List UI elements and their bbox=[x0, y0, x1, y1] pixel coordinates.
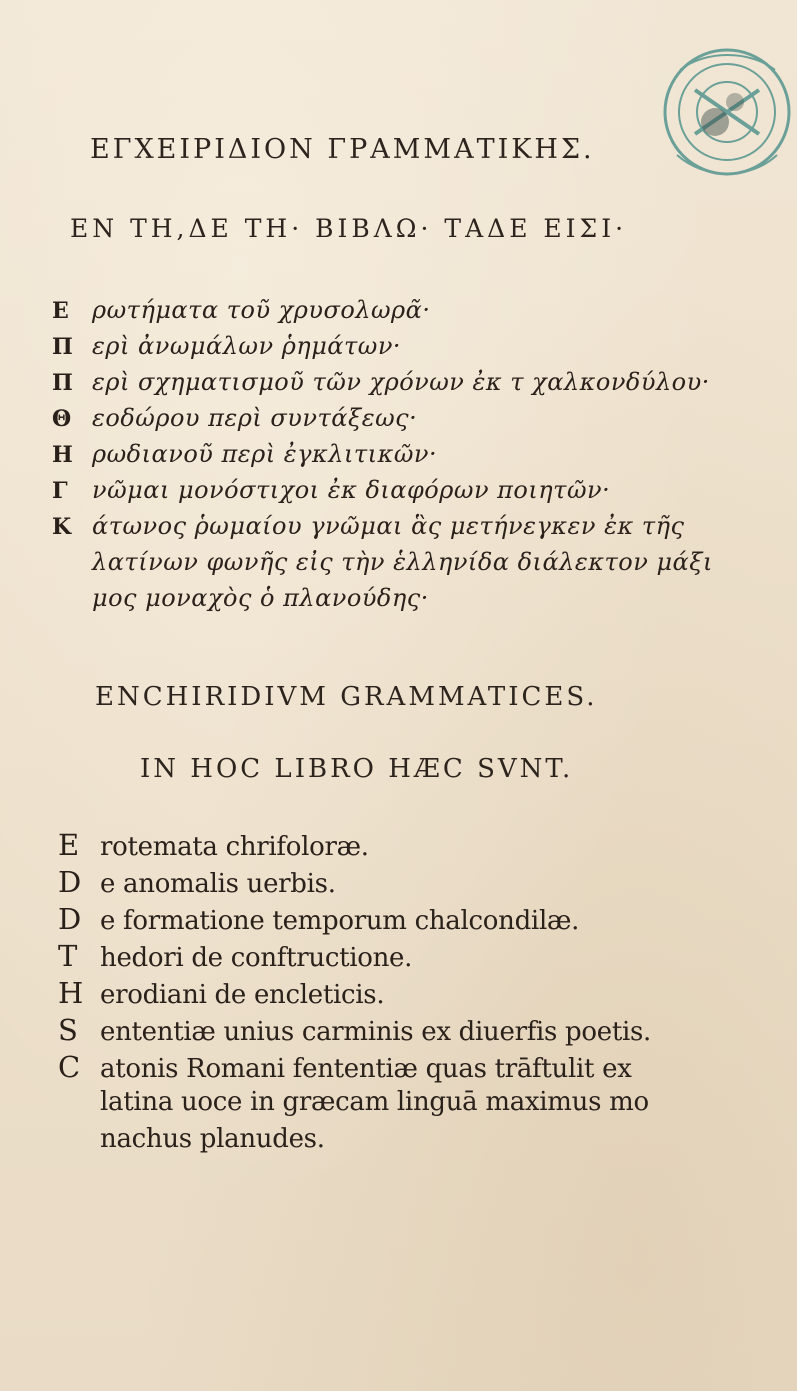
latin-contents-list bbox=[58, 828, 758, 1161]
item-text: hedori de conftructione. bbox=[100, 943, 413, 973]
item-text: νῶμαι μονόστιχοι ἐκ διαφόρων ποιητῶν· bbox=[92, 476, 611, 504]
list-item-continuation bbox=[58, 1124, 758, 1161]
list-item-continuation bbox=[58, 1087, 758, 1124]
item-initial: E bbox=[58, 828, 80, 862]
list-item bbox=[58, 865, 758, 902]
latin-contents-heading: IN HOC LIBRO HÆC SVNT. bbox=[140, 754, 574, 784]
item-initial: D bbox=[58, 902, 82, 936]
list-item bbox=[58, 939, 758, 976]
list-item bbox=[52, 476, 752, 512]
greek-title: ΕΓΧΕΙΡΙΔΙΟΝ ΓΡΑΜΜΑΤΙΚΗΣ. bbox=[90, 134, 595, 165]
greek-contents-heading: ΕΝ ΤΗ,ΔΕ ΤΗ· ΒΙΒΛΩ· ΤΑΔΕ ΕΙΣΙ· bbox=[70, 214, 628, 243]
item-text: ρωδιανοῦ περὶ ἐγκλιτικῶν· bbox=[92, 440, 438, 468]
item-initial: Π bbox=[52, 370, 73, 396]
item-initial: Γ bbox=[52, 478, 68, 504]
item-initial: Κ bbox=[52, 514, 72, 540]
item-text: λατίνων φωνῆς εἰς τὴν ἑλληνίδα διάλεκτον μάξι bbox=[92, 548, 713, 576]
item-text: latina uoce in græcam linguā maximus mo bbox=[100, 1087, 649, 1117]
item-text: μος μοναχὸς ὁ πλανούδης· bbox=[92, 584, 429, 612]
item-text: εοδώρου περὶ συντάξεως· bbox=[92, 404, 418, 432]
list-item bbox=[52, 440, 752, 476]
item-initial: S bbox=[58, 1013, 78, 1047]
list-item bbox=[52, 404, 752, 440]
list-item bbox=[58, 1013, 758, 1050]
list-item bbox=[52, 512, 752, 548]
greek-contents-list bbox=[52, 296, 752, 620]
item-text: ententiæ unius carminis ex diuerfis poetis. bbox=[100, 1017, 652, 1047]
item-text: nachus planudes. bbox=[100, 1124, 325, 1154]
item-text: ερὶ σχηματισμοῦ τῶν χρόνων ἐκ τ χαλκονδύλου· bbox=[92, 368, 710, 396]
item-text: ερὶ ἀνωμάλων ῥημάτων· bbox=[92, 332, 402, 360]
latin-title: ENCHIRIDIVM GRAMMATICES. bbox=[95, 682, 598, 712]
item-initial: C bbox=[58, 1050, 81, 1084]
list-item-continuation bbox=[52, 548, 752, 584]
item-initial: Η bbox=[52, 442, 73, 468]
item-text: e formatione temporum chalcondilæ. bbox=[100, 906, 580, 936]
list-item bbox=[52, 332, 752, 368]
item-text: ρωτήματα τοῦ χρυσολωρᾶ· bbox=[92, 296, 431, 324]
item-text: atonis Romani fententiæ quas trāftulit ex bbox=[100, 1054, 632, 1084]
list-item bbox=[58, 1050, 758, 1087]
item-initial: T bbox=[58, 939, 78, 973]
item-initial: Θ bbox=[52, 406, 72, 432]
list-item bbox=[58, 828, 758, 865]
item-initial: Π bbox=[52, 334, 73, 360]
item-text: rotemata chrifoloræ. bbox=[100, 832, 369, 862]
item-initial: H bbox=[58, 976, 84, 1010]
list-item-continuation bbox=[52, 584, 752, 620]
item-text: e anomalis uerbis. bbox=[100, 869, 336, 899]
item-initial: D bbox=[58, 865, 82, 899]
list-item bbox=[58, 902, 758, 939]
item-text: άτωνος ῥωμαίου γνῶμαι ἃς μετήνεγκεν ἐκ τῆς bbox=[92, 512, 685, 540]
list-item bbox=[52, 296, 752, 332]
list-item bbox=[58, 976, 758, 1013]
item-initial: Ε bbox=[52, 298, 69, 324]
list-item bbox=[52, 368, 752, 404]
library-stamp-icon bbox=[655, 30, 797, 190]
item-text: erodiani de encleticis. bbox=[100, 980, 385, 1010]
